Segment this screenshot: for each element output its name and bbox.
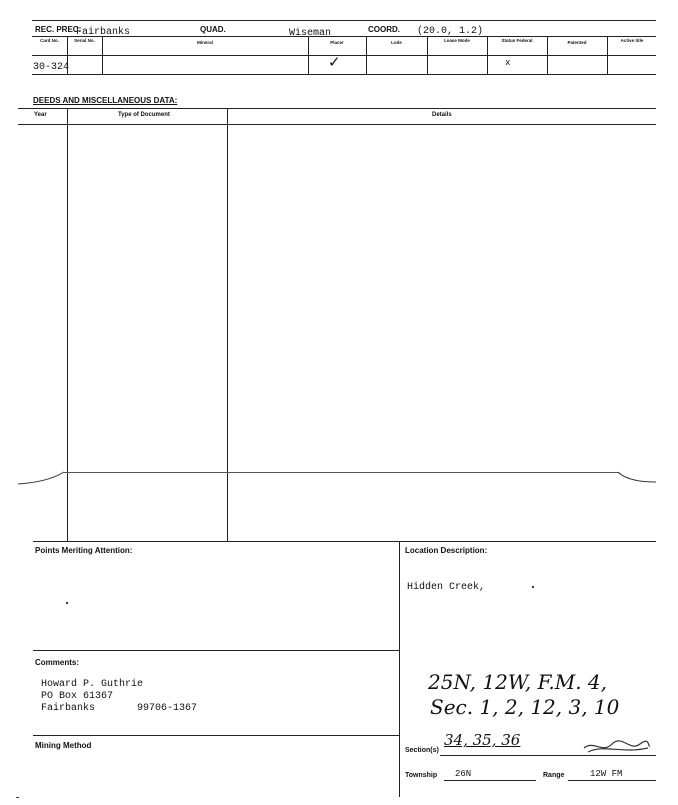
comments-top-rule	[33, 650, 399, 651]
range-label: Range	[543, 772, 565, 779]
township-underline	[444, 780, 536, 781]
fold-curve-right	[616, 466, 666, 486]
comments-label: Comments:	[35, 658, 80, 667]
township-value: 26N	[455, 769, 472, 779]
township-label: Township	[405, 772, 438, 779]
mining-method-top-rule	[33, 735, 399, 736]
card-number-value: 30-324	[33, 62, 70, 73]
location-handwritten-line2: Sec. 1, 2, 12, 3, 10	[430, 695, 620, 719]
comments-address: PO Box 61367	[41, 691, 114, 702]
rec-prec-value: Fairbanks	[76, 27, 131, 38]
bottom-center-divider	[399, 541, 400, 797]
stray-mark	[66, 602, 68, 604]
status-federal-mark: x	[505, 58, 511, 68]
col-header-placer: Placer	[330, 40, 344, 45]
stray-mark	[16, 797, 19, 798]
deeds-col-details: Details	[432, 112, 452, 118]
deeds-top-rule	[18, 108, 656, 109]
deeds-col-year: Year	[34, 112, 47, 118]
col-header-lode: Lode	[391, 40, 402, 45]
claim-table-header-rule	[32, 55, 656, 56]
location-description-label: Location Description:	[405, 546, 488, 555]
scribble-strikeout	[582, 738, 652, 758]
claim-table-top	[32, 36, 656, 37]
comments-zip: 99706-1367	[137, 703, 198, 714]
col-header-card-no: Card No.	[40, 38, 59, 43]
deeds-col-divider	[227, 108, 228, 541]
claim-table-bottom	[32, 74, 656, 75]
points-meriting-label: Points Meriting Attention:	[35, 546, 133, 555]
mining-method-label: Mining Method	[35, 741, 92, 750]
bottom-section-top-rule	[33, 541, 656, 542]
header-top-rule	[32, 20, 656, 21]
col-header-status-federal: Status Federal	[501, 38, 533, 43]
col-header-active-title: Active title	[620, 38, 644, 43]
placer-checkmark: ✓	[328, 53, 341, 71]
comments-name: Howard P. Guthrie	[41, 679, 144, 690]
range-underline	[568, 780, 656, 781]
deeds-section-title: DEEDS AND MISCELLANEOUS DATA:	[33, 96, 178, 105]
rec-prec-label: REC. PREC.	[35, 25, 81, 34]
coord-label: COORD.	[368, 25, 400, 34]
col-header-lease-mode: Lease Mode	[444, 38, 470, 43]
sections-value: 34, 35, 36	[444, 731, 521, 749]
range-value: 12W FM	[590, 769, 623, 779]
fold-line	[64, 472, 619, 473]
col-header-serial-no: Serial No.	[74, 38, 95, 43]
col-header-mineral: Mineral	[197, 40, 213, 45]
coord-value: (20.0, 1.2)	[417, 26, 484, 37]
fold-curve-left	[18, 466, 68, 486]
location-description-text: Hidden Creek,	[407, 582, 486, 593]
quad-value: Wiseman	[289, 28, 332, 39]
deeds-header-rule	[18, 124, 656, 125]
stray-mark	[532, 586, 534, 588]
sections-label: Section(s)	[405, 747, 439, 754]
col-header-patented: Patented	[567, 40, 587, 45]
quad-label: QUAD.	[200, 25, 226, 34]
deeds-col-type: Type of Document	[118, 112, 170, 118]
location-handwritten-line1: 25N, 12W, F.M. 4,	[428, 670, 608, 694]
comments-city: Fairbanks	[41, 703, 96, 714]
